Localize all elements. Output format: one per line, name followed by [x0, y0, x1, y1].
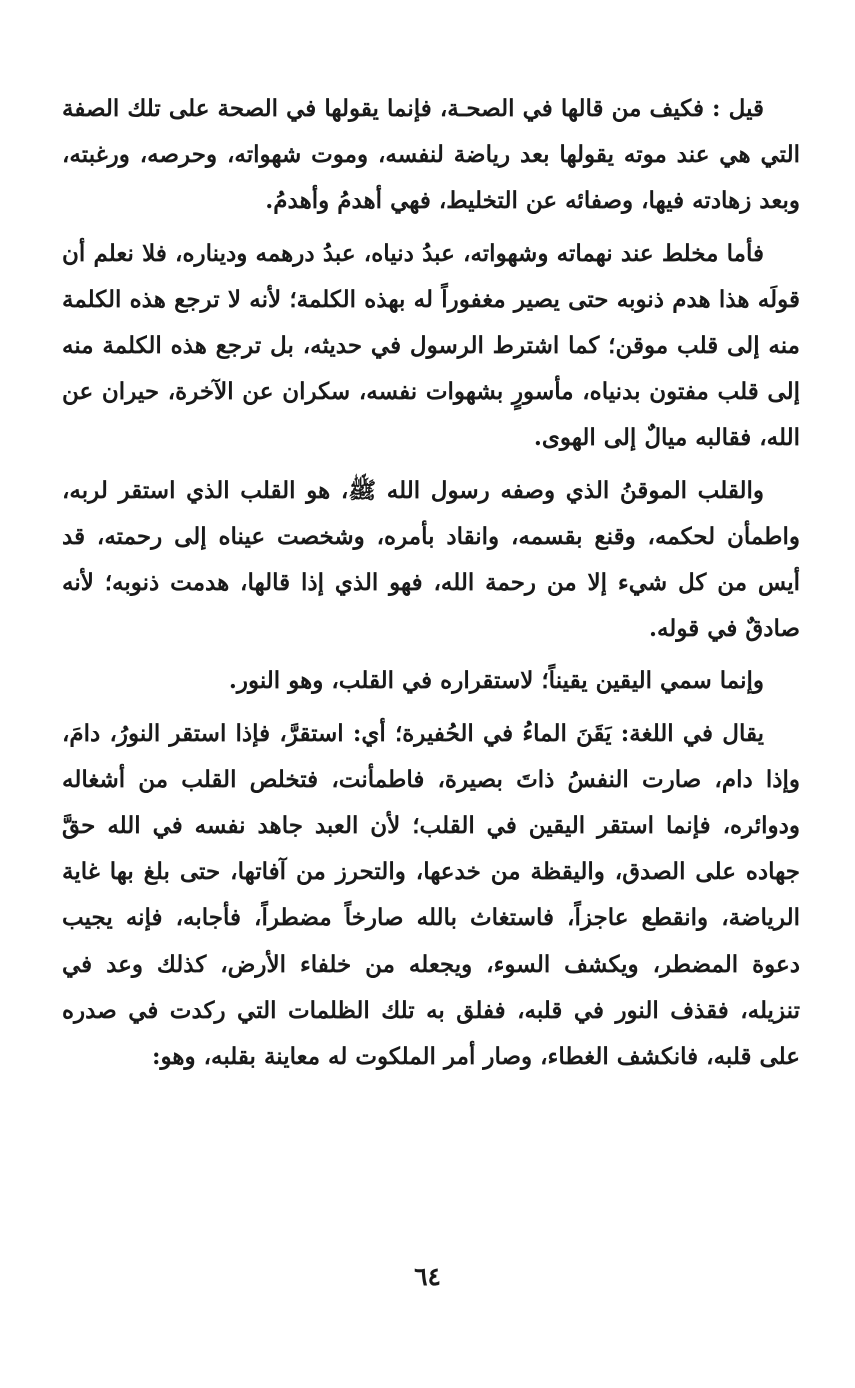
paragraph-5: يقال في اللغة: يَقَنَ الماءُ في الحُفيرة؛ أي: استقرَّ، فإذا استقر النورُ، دامَ، وإذا دام، صارت النفسُ ذاتَ بصيرة، فاطمأنت، فتخلص القلب من أشغاله ودوائره، فإنما استقر اليقين في القلب؛ لأن العبد جاهد نفسه في الله حقَّ جهاده على الصدق، واليقظة من خدعها، والتحرز من آفاتها، حتى بلغ بها غاية الرياضة، وانقطع عاجزاً، فاستغاث بالله صارخاً مضطراً، فأجابه، فإنه يجيب دعوة المضطر، ويكشف السوء، ويجعله من خلفاء الأرض، كذلك وعد في تنزيله، فقذف النور في قلبه، ففلق به تلك الظلمات التي ركدت في صدره على قلبه، فانكشف الغطاء، وصار أمر الملكوت له معاينة بقلبه، وهو:: [62, 719, 800, 1071]
paragraph-2: فأما مخلط عند نهماته وشهواته، عبدُ دنياه، عبدُ درهمه وديناره، فلا نعلم أن قولَه هذا هدم ذنوبه حتى يصير مغفوراً له بهذه الكلمة؛ لأنه لا ترجع هذه الكلمة منه إلى قلب موقن؛ كما اشترط الرسول في حديثه، بل ترجع هذه الكلمة منه إلى قلب مفتون بدنياه، مأسورٍ بشهوات نفسه، سكران عن الآخرة، حيران عن الله، فقالبه ميالٌ إلى الهوى.: [62, 239, 800, 452]
page-number: ٦٤: [414, 1262, 441, 1291]
paragraph-1: قيل : فكيف من قالها في الصحـة، فإنما يقولها في الصحة على تلك الصفة التي هي عند موته يقولها بعد رياضة لنفسه، وموت شهواته، وحرصه، ورغبته، وبعد زهادته فيها، وصفائه عن التخليط، فهي أهدمُ وأهدمُ.: [62, 95, 800, 215]
paragraph-3: والقلب الموقنُ الذي وصفه رسول الله ﷺ، هو القلب الذي استقر لربه، واطمأن لحكمه، وقنع بقسمه، وانقاد بأمره، وشخصت عيناه إلى رحمته، قد أيس من كل شيء إلا من رحمة الله، فهو الذي إذا قالها، هدمت ذنوبه؛ لأنه صادقٌ في قوله.: [62, 476, 800, 643]
page-body: [62, 86, 800, 1086]
paragraph-4: وإنما سمي اليقين يقيناً؛ لاستقراره في القلب، وهو النور.: [228, 667, 764, 695]
